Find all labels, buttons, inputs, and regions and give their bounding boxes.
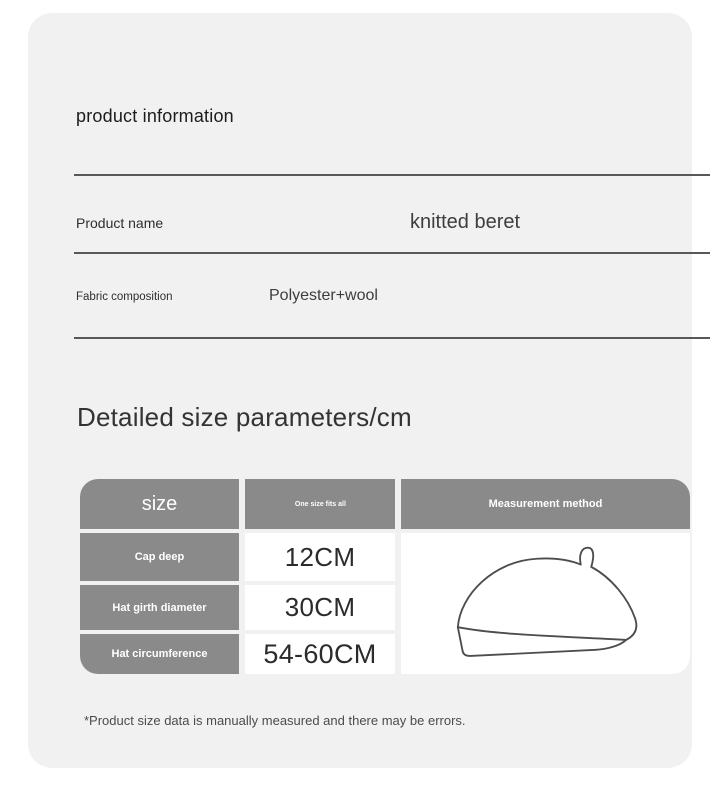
row-value-cap-deep: 12CM bbox=[245, 533, 395, 581]
size-table bbox=[80, 479, 690, 674]
beret-dome bbox=[457, 547, 636, 639]
beret-band-top bbox=[457, 627, 625, 640]
table-header-measurement-method: Measurement method bbox=[401, 479, 690, 529]
beret-illustration bbox=[441, 546, 651, 662]
product-name-value: knitted beret bbox=[409, 211, 521, 233]
divider bbox=[74, 337, 710, 339]
size-section-title: Detailed size parameters/cm bbox=[77, 402, 412, 432]
table-header-one-size bbox=[245, 479, 395, 529]
row-value-hat-circumference: 54-60CM bbox=[245, 634, 395, 674]
divider bbox=[74, 252, 710, 254]
divider bbox=[74, 174, 710, 176]
measurement-illustration-cell bbox=[401, 533, 690, 674]
size-footnote: *Product size data is manually measured and there may be errors. bbox=[84, 713, 466, 728]
page-title: product information bbox=[76, 106, 234, 126]
fabric-composition-label: Fabric composition bbox=[76, 291, 173, 303]
info-card bbox=[28, 13, 692, 768]
row-label-cap-deep: Cap deep bbox=[80, 533, 239, 581]
product-name-label: Product name bbox=[76, 215, 164, 231]
table-header-size: size bbox=[80, 479, 239, 529]
fabric-composition-value: Polyester+wool bbox=[269, 287, 378, 304]
row-value-hat-girth-diameter: 30CM bbox=[245, 585, 395, 630]
one-size-label: One size fits all bbox=[294, 500, 346, 508]
row-label-hat-circumference: Hat circumference bbox=[80, 634, 239, 674]
row-label-hat-girth-diameter: Hat girth diameter bbox=[80, 585, 239, 630]
